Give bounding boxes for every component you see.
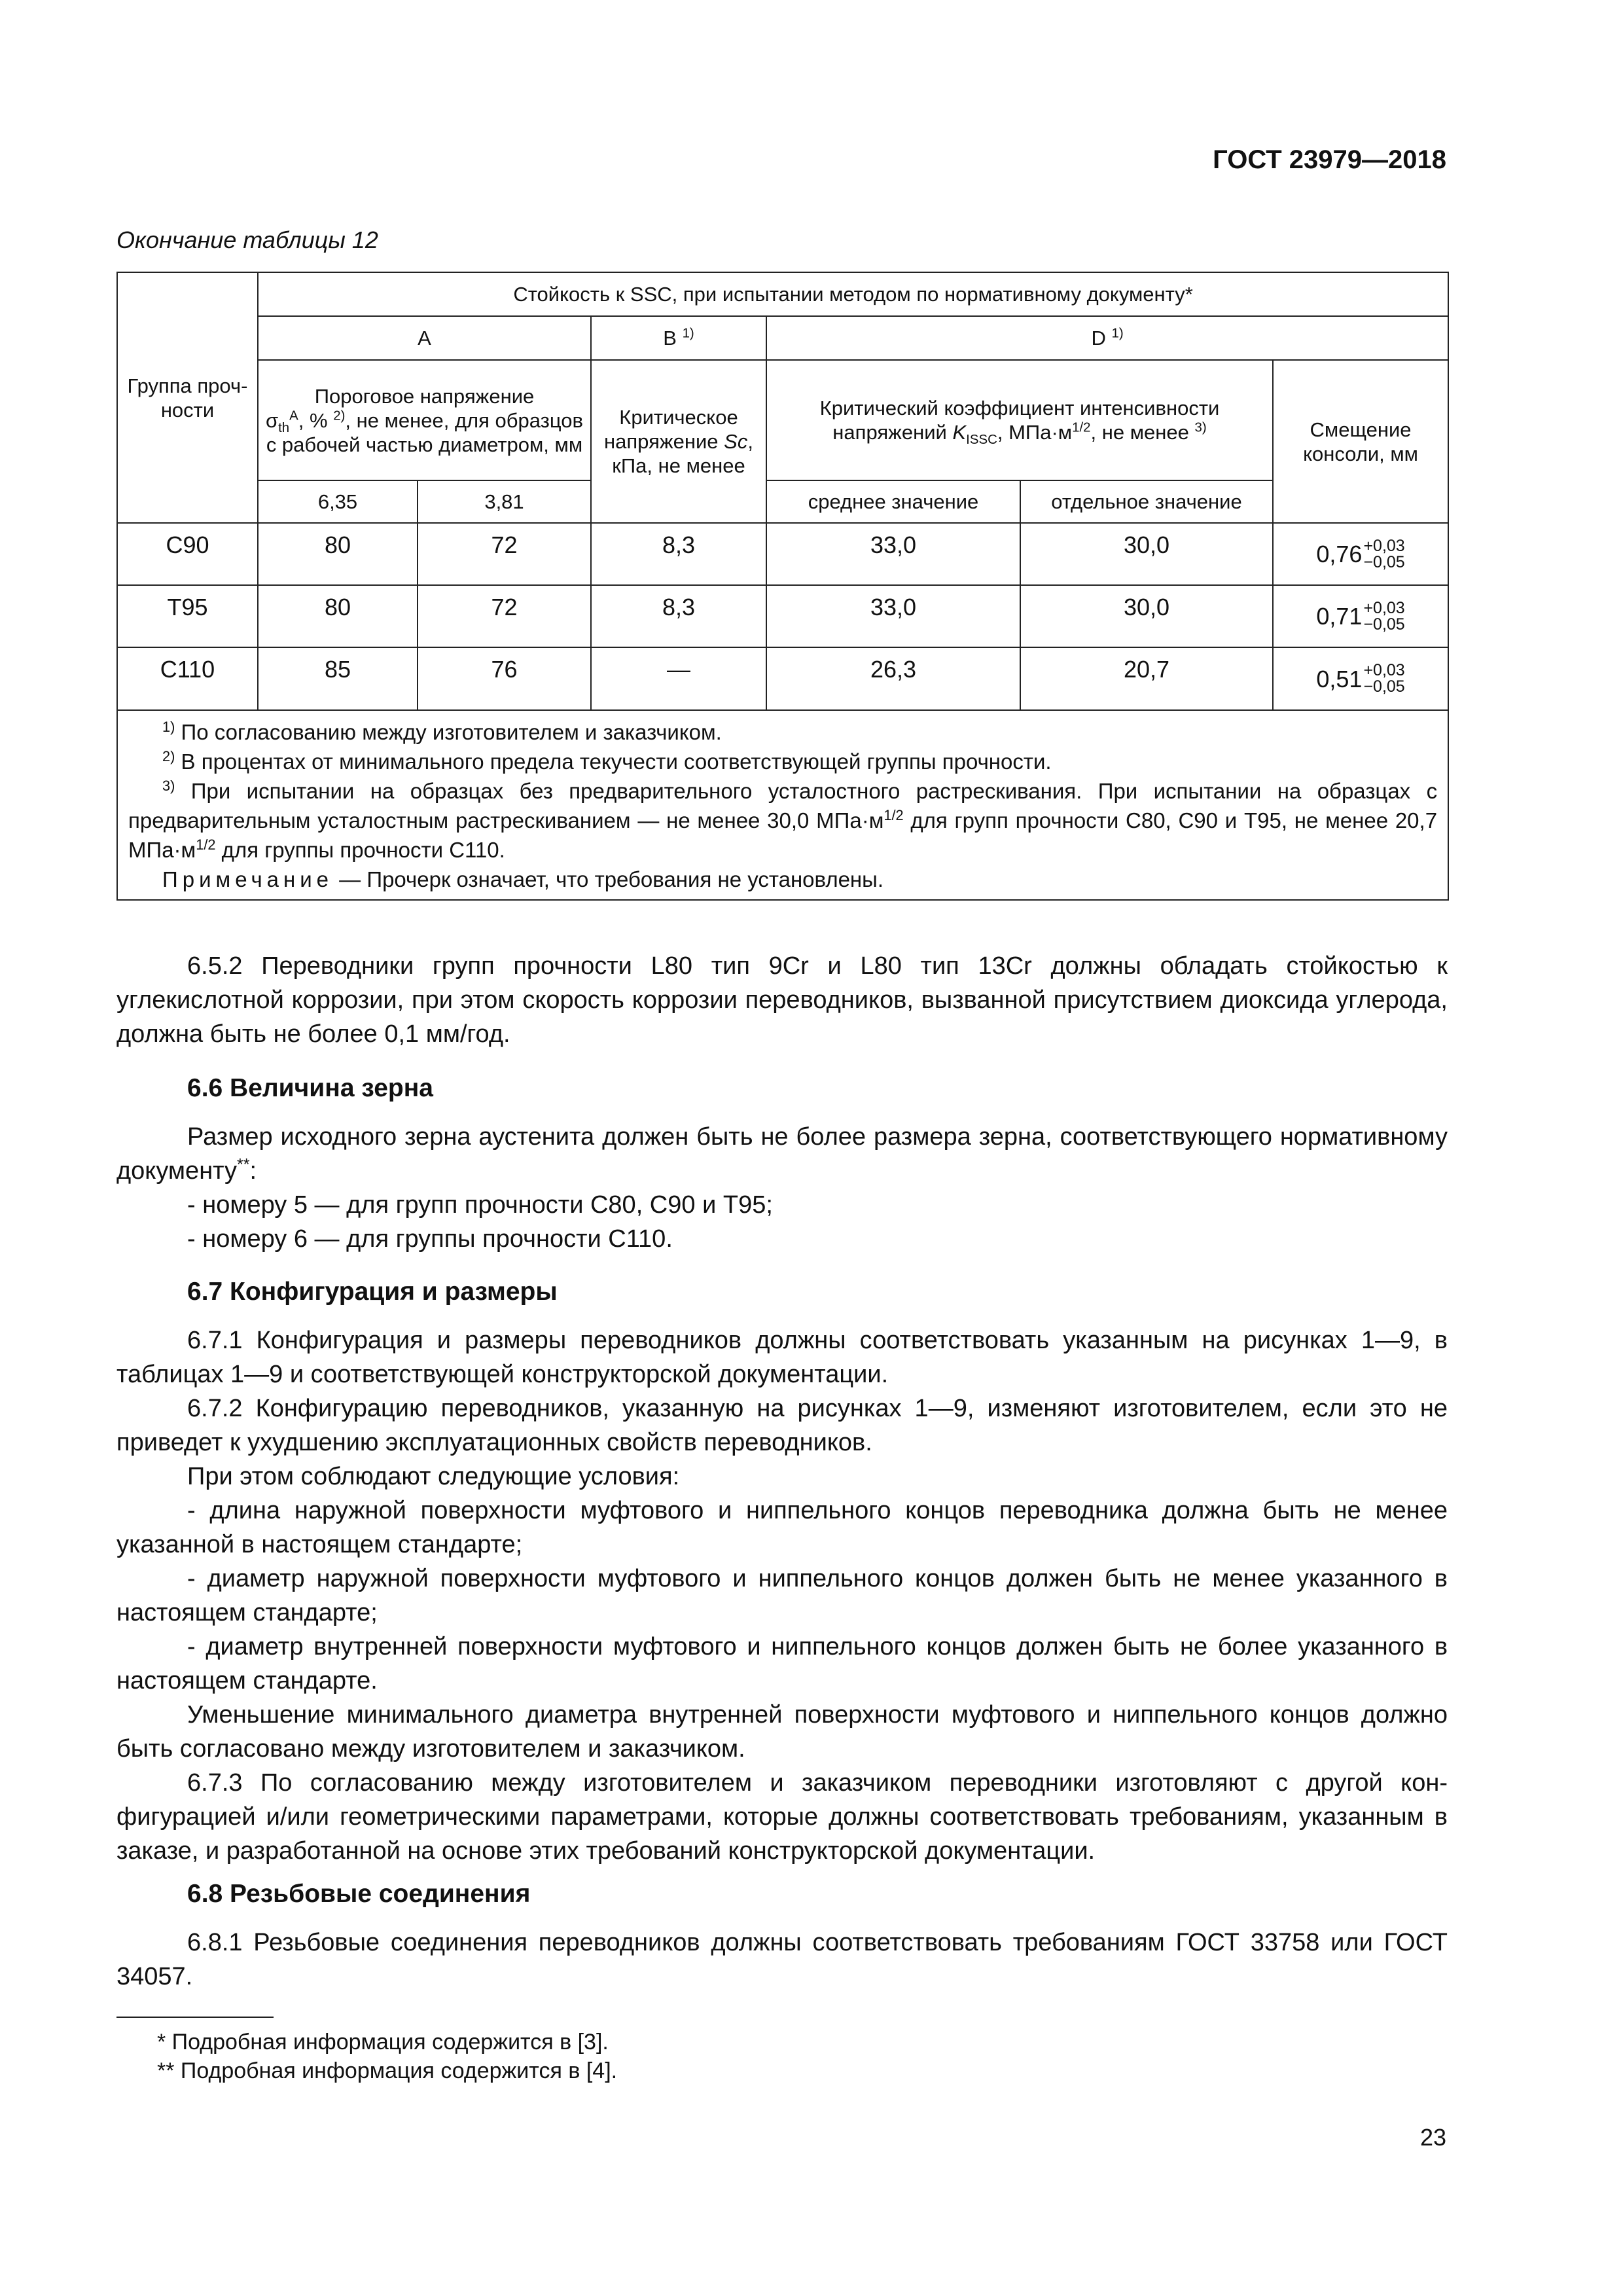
cell-single: 20,7 (1020, 647, 1273, 710)
paragraph-6-7-1: 6.7.1 Конфигурация и размеры переводников должны соответствовать указанным на рисунках 1—9, в таблицах 1—9 и соответствующей конструкторской документации. (116, 1327, 1448, 1388)
diameter-381: 3,81 (418, 480, 591, 523)
group-header: Группа прочности (117, 272, 258, 523)
cell-a381: 72 (418, 523, 591, 585)
critical-stress-header: Критическое напряжение Sc, кПа, не менее (591, 360, 766, 523)
cell-b: 8,3 (591, 523, 766, 585)
heading-6-8: 6.8 Резьбовые соединения (187, 1880, 531, 1908)
table-row (117, 647, 1448, 710)
cell-single: 30,0 (1020, 585, 1273, 647)
document-number: ГОСТ 23979—2018 (1213, 145, 1446, 174)
cell-group: C90 (117, 523, 258, 585)
paragraph-6-6: Размер исходного зерна аустенита должен быть не более размера зерна, соответствующего нормативному документу**: (116, 1123, 1448, 1185)
table-caption: Окончание таблицы 12 (116, 226, 378, 253)
table-note-1: $^{1)}$ По согласованию между изготовителем и заказчиком. (162, 719, 722, 744)
list-item: - длина наружной поверхности муфтового и ниппельного концов переводника должна быть не менее указанной в настоящем стандарте; (116, 1497, 1448, 1558)
method-d-header: D $^{1)}$ (766, 316, 1448, 360)
kissc-header: Критический коэффициент интенсивности напряжений $K_{ISSC}$, $МПа\cdot м^{1/2}$, не менее $^{3)}$ (766, 360, 1273, 480)
paragraph-6-7-3: 6.7.3 По согласованию между изготовителем и заказчиком переводники изготовляют с другой конфигурацией и/или геометрическими параметрами, которые должны соответствовать требованиям, указанным в заказе, и разработанной на основе этих требований конструкторской документации. (116, 1769, 1448, 1865)
section-6-7 (116, 1275, 1448, 1868)
cell-b: 8,3 (591, 585, 766, 647)
mean-value-header: среднее значение (766, 480, 1020, 523)
table-remark: Примечание — Прочерк означает, что требования не установлены. (162, 867, 884, 891)
displacement-header: Смещение консоли, мм (1273, 360, 1448, 523)
paragraph-6-7-2-reduction: Уменьшение минимального диаметра внутренней поверхности муфтового и ниппельного концов должно быть согласовано между изготовителем и заказчиком. (116, 1701, 1448, 1763)
method-b-header: B $^{1)}$ (591, 316, 766, 360)
section-6-5-2 (116, 949, 1448, 1051)
list-item: - номеру 6 — для группы прочности С110. (187, 1225, 673, 1253)
table-row (117, 585, 1448, 647)
method-a-header: A (258, 316, 591, 360)
cell-mean: 33,0 (766, 585, 1020, 647)
table-row (117, 523, 1448, 585)
section-6-6 (116, 1071, 1448, 1256)
cell-displacement: 0,51 +0,03 −0,05 (1273, 647, 1448, 710)
paragraph-6-8-1: 6.8.1 Резьбовые соединения переводников должны соответствовать требованиям ГОСТ 33758 или ГОСТ 34057. (116, 1929, 1448, 1990)
cell-displacement: 0,76 +0,03 −0,05 (1273, 523, 1448, 585)
table-notes (117, 710, 1448, 900)
paragraph-6-7-2-conditions: При этом соблюдают следующие условия: (187, 1463, 680, 1490)
list-item: - диаметр внутренней поверхности муфтового и ниппельного концов должен быть не более указанного в настоящем стандарте. (116, 1633, 1448, 1695)
cell-single: 30,0 (1020, 523, 1273, 585)
cell-a381: 72 (418, 585, 591, 647)
ssc-header: Стойкость к SSC, при испытании методом по нормативному документу* (258, 272, 1448, 316)
cell-a381: 76 (418, 647, 591, 710)
table-note-3: $^{3)}$ При испытании на образцах без предварительного усталостного растрескивания. При испытании на образцах с предварительным усталостным растрескиванием — не менее 30,0 $МПа\cdot м^{1/2}$ для групп прочности С80, С90 и Т95, не менее 20,7 $МПа\cdot м^{1/2}$ для группы прочности С110. (128, 778, 1438, 862)
cell-a635: 80 (258, 523, 418, 585)
cell-a635: 80 (258, 585, 418, 647)
list-item: - номеру 5 — для групп прочности С80, С90 и Т95; (187, 1191, 773, 1219)
paragraph-6-7-2: 6.7.2 Конфигурацию переводников, указанную на рисунках 1—9, изменяют изготовителем, если это не приведет к ухудшению эксплуатационных свойств переводников. (116, 1395, 1448, 1456)
diameter-635: 6,35 (258, 480, 418, 523)
page-number: 23 (1419, 2124, 1446, 2151)
single-value-header: отдельное значение (1020, 480, 1273, 523)
paragraph-6-5-2: 6.5.2 Переводники групп прочности L80 тип 9Cr и L80 тип 13Cr должны обладать стойкостью к углекислотной коррозии, при этом скорость коррозии переводников, вызванной присутствием диоксида углерода, должна быть не более 0,1 мм/год. (116, 952, 1448, 1048)
heading-6-7: 6.7 Конфигурация и размеры (187, 1278, 558, 1306)
threshold-stress-header: Пороговое напряжение $\sigma_{th}^A$, % $^{2)}$, не менее, для образцов с рабочей частью диаметром, мм (258, 360, 591, 480)
footnote-2: ** Подробная информация содержится в [4]. (157, 2058, 618, 2083)
footnote-divider (116, 2017, 274, 2018)
footnote-1: * Подробная информация содержится в [3]. (157, 2030, 609, 2054)
heading-6-6: 6.6 Величина зерна (187, 1074, 433, 1102)
list-item: - диаметр наружной поверхности муфтового и ниппельного концов должен быть не менее указанного в настоящем стандарте; (116, 1565, 1448, 1626)
cell-group: T95 (117, 585, 258, 647)
section-6-8 (116, 1877, 1448, 1994)
table-note-2: $^{2)}$ В процентах от минимального предела текучести соответствующей группы прочности. (162, 748, 1052, 774)
cell-mean: 33,0 (766, 523, 1020, 585)
cell-group: C110 (117, 647, 258, 710)
cell-a635: 85 (258, 647, 418, 710)
footnotes (157, 2028, 617, 2085)
table-12 (116, 272, 1449, 901)
cell-mean: 26,3 (766, 647, 1020, 710)
cell-b: — (591, 647, 766, 710)
cell-displacement: 0,71 +0,03 −0,05 (1273, 585, 1448, 647)
